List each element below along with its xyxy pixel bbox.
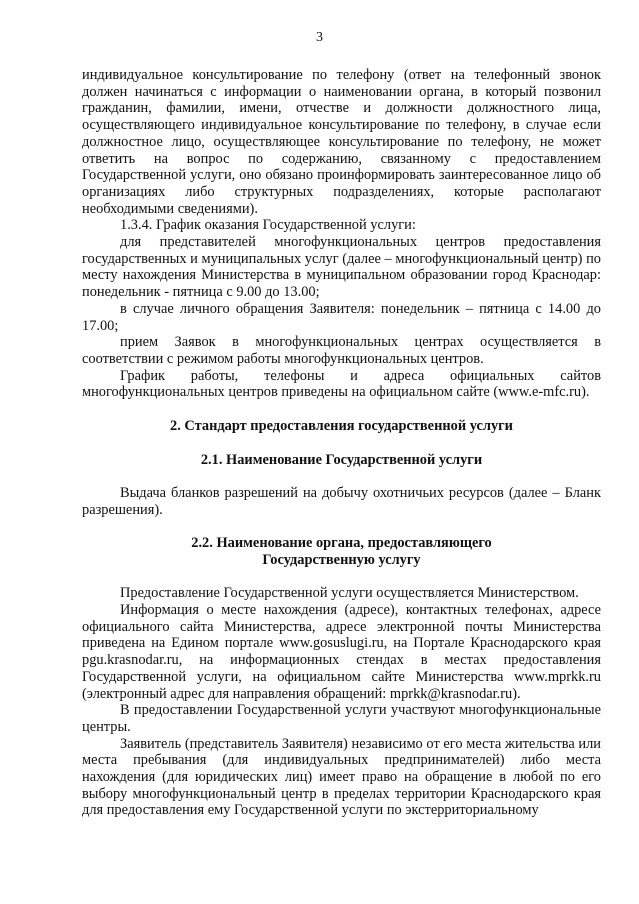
paragraph-schedule-heading: 1.3.4. График оказания Государственной услуги: bbox=[120, 217, 416, 234]
paragraph-applications: прием Заявок в многофункциональных центрах осуществляется в соответствии с режимом работы многофункциональных центров. bbox=[82, 334, 601, 367]
paragraph-ministry-contacts: Информация о месте нахождения (адресе), контактных телефонах, адресе официального сайта Министерства, адресе электронной почты Министерства приведена на Едином портале www.gosuslugi.ru, на Портале Краснодарского края pgu.krasnodar.ru, на информационных стендах в местах предоставления Государственной услуги, на официальном сайте Министерства www.mprkk.ru (электронный адрес для направления обращений: mprkk@krasnodar.ru). bbox=[82, 601, 601, 702]
paragraph-schedule-personal: в случае личного обращения Заявителя: понедельник – пятница с 14.00 до 17.00; bbox=[82, 300, 601, 334]
paragraph-mfc-participation: В предоставлении Государственной услуги участвуют многофункциональные центры. bbox=[82, 702, 601, 735]
section-2-2-heading-line1: 2.2. Наименование органа, предоставляющего bbox=[191, 534, 492, 551]
paragraph-ministry-provides: Предоставление Государственной услуги осуществляется Министерством. bbox=[120, 585, 579, 602]
paragraph-service-name: Выдача бланков разрешений на добычу охотничьих ресурсов (далее – Бланк разрешения). bbox=[82, 485, 601, 519]
paragraph-mfc-sites: График работы, телефоны и адреса официальных сайтов многофункциональных центров приведены на официальном сайте (www.e-mfc.ru). bbox=[82, 367, 601, 401]
paragraph-applicant-rights: Заявитель (представитель Заявителя) независимо от его места жительства или места пребывания (для индивидуальных предпринимателей) либо места нахождения (для юридических лиц) имеет право на обращение в любой по его выбору многофункциональный центр в пределах территории Краснодарского края для предоставления ему Государственной услуги по экстерриториальному bbox=[82, 735, 601, 819]
paragraph-schedule-mfc: для представителей многофункциональных центров предоставления государственных и муниципальных услуг (далее – многофункциональный центр) по месту нахождения Министерства в муниципальном образовании город Краснодар: понедельник - пятница с 9.00 до 13.00; bbox=[82, 234, 601, 301]
section-2-1-heading: 2.1. Наименование Государственной услуги bbox=[200, 451, 483, 468]
section-2-2-heading-line2: Государственную услугу bbox=[262, 551, 421, 568]
document-body bbox=[82, 67, 601, 819]
page-number: 3 bbox=[316, 30, 323, 45]
paragraph-phone-consulting: индивидуальное консультирование по телефону (ответ на телефонный звонок должен начинаться с информации о наименовании органа, в который позвонил гражданин, фамилии, имени, отчестве и должности должностного лица, осуществляющего индивидуальное консультирование по телефону, в случае если должностное лицо, осуществляющее консультирование по телефону, не может ответить на вопрос по содержанию, связанному с предоставлением Государственной услуги, оно обязано проинформировать заинтересованное лицо об организациях либо структурных подразделениях, которые располагают необходимыми сведениями). bbox=[82, 67, 601, 217]
section-2-heading: 2. Стандарт предоставления государственной услуги bbox=[170, 418, 513, 435]
